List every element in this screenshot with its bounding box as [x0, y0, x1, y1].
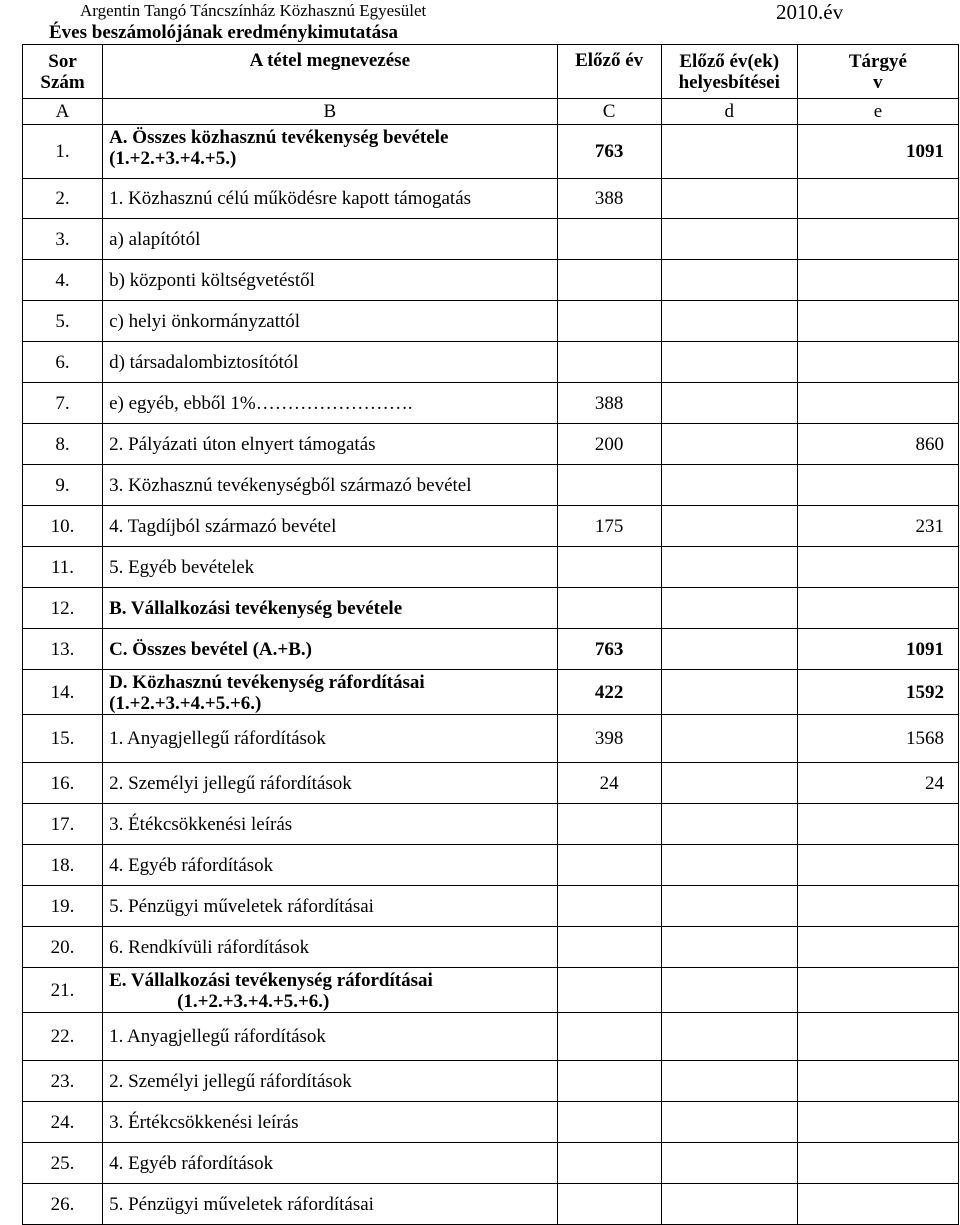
- row-prev-year: [557, 845, 661, 886]
- row-adjustment: [661, 301, 797, 342]
- row-label: 5. Pénzügyi műveletek ráfordításai: [103, 1184, 557, 1225]
- row-adjustment: [661, 342, 797, 383]
- row-adjustment: [661, 670, 797, 715]
- col-header-prev: Előző év: [557, 45, 661, 99]
- organization-name: Argentin Tangó Táncszínház Közhasznú Egyesület: [80, 1, 427, 20]
- row-label: [103, 968, 557, 1013]
- row-current-year: 1568: [797, 715, 958, 763]
- table-row: [23, 629, 959, 670]
- report-title: Éves beszámolójának eredménykimutatása: [49, 22, 399, 43]
- row-current-year: 1592: [797, 670, 958, 715]
- table-row: [23, 342, 959, 383]
- row-adjustment: [661, 1143, 797, 1184]
- col-header-adj-line1: Előző év(ek): [679, 50, 780, 72]
- row-label: 3. Étékcsökkenési leírás: [103, 804, 557, 845]
- header-row: [23, 45, 959, 99]
- table-body: [23, 45, 959, 1225]
- row-adjustment: [661, 968, 797, 1013]
- row-number: 10.: [23, 506, 103, 547]
- row-label: 1. Közhasznú célú működésre kapott támogatás: [103, 179, 557, 219]
- col-header-adj: [661, 45, 797, 99]
- row-current-year: [797, 1061, 958, 1102]
- row-number: 11.: [23, 547, 103, 588]
- row-adjustment: [661, 1061, 797, 1102]
- row-adjustment: [661, 260, 797, 301]
- row-current-year: [797, 1143, 958, 1184]
- table-row: [23, 968, 959, 1013]
- row-label: d) társadalombiztosítótól: [103, 342, 557, 383]
- letter-c: C: [557, 99, 661, 125]
- table-row: [23, 1061, 959, 1102]
- row-adjustment: [661, 506, 797, 547]
- row-label: e) egyéb, ebből 1%…………………….: [103, 383, 557, 424]
- table-row: [23, 1184, 959, 1225]
- row-number: 14.: [23, 670, 103, 715]
- row-adjustment: [661, 927, 797, 968]
- col-header-name: A tétel megnevezése: [103, 45, 557, 99]
- table-row: [23, 1143, 959, 1184]
- row-label: 4. Egyéb ráfordítások: [103, 1143, 557, 1184]
- row-number: 18.: [23, 845, 103, 886]
- row-current-year: 231: [797, 506, 958, 547]
- row-adjustment: [661, 804, 797, 845]
- table-row: [23, 219, 959, 260]
- col-header-sor: [23, 45, 103, 99]
- row-number: 12.: [23, 588, 103, 629]
- row-number: 22.: [23, 1013, 103, 1061]
- row-current-year: [797, 547, 958, 588]
- col-header-sor-line2: Szám: [40, 71, 85, 93]
- row-prev-year: [557, 547, 661, 588]
- row-adjustment: [661, 383, 797, 424]
- row-number: 16.: [23, 763, 103, 804]
- row-label-line1: D. Közhasznú tevékenység ráfordításai: [109, 672, 425, 693]
- table-row: [23, 804, 959, 845]
- row-number: 7.: [23, 383, 103, 424]
- table-row: [23, 260, 959, 301]
- row-prev-year: [557, 465, 661, 506]
- table-row: [23, 886, 959, 927]
- row-adjustment: [661, 1013, 797, 1061]
- row-label: [103, 670, 557, 715]
- row-prev-year: [557, 1143, 661, 1184]
- row-label: c) helyi önkormányzattól: [103, 301, 557, 342]
- row-number: 20.: [23, 927, 103, 968]
- row-label: 5. Pénzügyi műveletek ráfordításai: [103, 886, 557, 927]
- row-label: 1. Anyagjellegű ráfordítások: [103, 1013, 557, 1061]
- row-number: 25.: [23, 1143, 103, 1184]
- row-prev-year: 388: [557, 383, 661, 424]
- row-current-year: [797, 927, 958, 968]
- row-adjustment: [661, 424, 797, 465]
- table-row: [23, 1013, 959, 1061]
- table-row: [23, 465, 959, 506]
- row-prev-year: 388: [557, 179, 661, 219]
- row-current-year: 1091: [797, 125, 958, 179]
- table-row: [23, 1102, 959, 1143]
- row-current-year: 24: [797, 763, 958, 804]
- row-current-year: [797, 465, 958, 506]
- row-prev-year: [557, 342, 661, 383]
- col-header-cur-line2: v: [873, 71, 883, 93]
- col-header-adj-line2: helyesbítései: [678, 71, 780, 93]
- row-current-year: 1091: [797, 629, 958, 670]
- row-current-year: [797, 804, 958, 845]
- table-row: [23, 506, 959, 547]
- row-current-year: [797, 342, 958, 383]
- row-label: 3. Közhasznú tevékenységből származó bevétel: [103, 465, 557, 506]
- row-adjustment: [661, 715, 797, 763]
- row-label: 4. Tagdíjból származó bevétel: [103, 506, 557, 547]
- letter-e: e: [797, 99, 958, 125]
- row-adjustment: [661, 588, 797, 629]
- row-number: 17.: [23, 804, 103, 845]
- row-adjustment: [661, 465, 797, 506]
- table-row: [23, 424, 959, 465]
- table-row: [23, 547, 959, 588]
- income-statement-table: [22, 44, 959, 1225]
- row-prev-year: [557, 1061, 661, 1102]
- row-current-year: [797, 260, 958, 301]
- row-number: 2.: [23, 179, 103, 219]
- row-adjustment: [661, 845, 797, 886]
- table-row: [23, 125, 959, 179]
- row-prev-year: 763: [557, 629, 661, 670]
- row-label: 2. Pályázati úton elnyert támogatás: [103, 424, 557, 465]
- row-label: 3. Értékcsökkenési leírás: [103, 1102, 557, 1143]
- row-number: 21.: [23, 968, 103, 1013]
- row-adjustment: [661, 1184, 797, 1225]
- row-number: 9.: [23, 465, 103, 506]
- row-label: 4. Egyéb ráfordítások: [103, 845, 557, 886]
- col-header-sor-line1: Sor: [48, 50, 77, 72]
- table-row: [23, 179, 959, 219]
- col-header-cur: [797, 45, 958, 99]
- table-row: [23, 715, 959, 763]
- row-prev-year: [557, 927, 661, 968]
- row-current-year: [797, 301, 958, 342]
- row-label: [103, 125, 557, 179]
- row-prev-year: 398: [557, 715, 661, 763]
- row-prev-year: [557, 968, 661, 1013]
- table-row: [23, 845, 959, 886]
- row-label: 2. Személyi jellegű ráfordítások: [103, 1061, 557, 1102]
- row-adjustment: [661, 125, 797, 179]
- row-prev-year: [557, 1102, 661, 1143]
- row-number: 6.: [23, 342, 103, 383]
- row-label-line1: E. Vállalkozási tevékenység ráfordításai: [109, 970, 433, 991]
- row-current-year: [797, 219, 958, 260]
- row-number: 26.: [23, 1184, 103, 1225]
- row-current-year: [797, 1102, 958, 1143]
- row-prev-year: [557, 1184, 661, 1225]
- row-prev-year: 763: [557, 125, 661, 179]
- table-row: [23, 588, 959, 629]
- row-label: 2. Személyi jellegű ráfordítások: [103, 763, 557, 804]
- report-year: 2010.év: [776, 0, 844, 24]
- row-prev-year: 175: [557, 506, 661, 547]
- table-row: [23, 383, 959, 424]
- row-label: C. Összes bevétel (A.+B.): [103, 629, 557, 670]
- row-current-year: [797, 179, 958, 219]
- row-number: 13.: [23, 629, 103, 670]
- row-current-year: [797, 886, 958, 927]
- row-adjustment: [661, 179, 797, 219]
- row-current-year: 860: [797, 424, 958, 465]
- row-label-line2: (1.+2.+3.+4.+5.): [109, 148, 237, 169]
- row-adjustment: [661, 763, 797, 804]
- row-adjustment: [661, 219, 797, 260]
- row-current-year: [797, 588, 958, 629]
- row-prev-year: [557, 804, 661, 845]
- row-number: 24.: [23, 1102, 103, 1143]
- row-label: a) alapítótól: [103, 219, 557, 260]
- col-header-cur-line1: Tárgyé: [848, 50, 907, 72]
- row-prev-year: [557, 260, 661, 301]
- row-number: 19.: [23, 886, 103, 927]
- table-row: [23, 927, 959, 968]
- row-label-line2: (1.+2.+3.+4.+5.+6.): [177, 991, 330, 1012]
- row-prev-year: [557, 1013, 661, 1061]
- row-prev-year: [557, 219, 661, 260]
- row-number: 3.: [23, 219, 103, 260]
- row-adjustment: [661, 629, 797, 670]
- letter-a: A: [23, 99, 103, 125]
- table-row: [23, 301, 959, 342]
- row-prev-year: 200: [557, 424, 661, 465]
- row-label: B. Vállalkozási tevékenység bevétele: [103, 588, 557, 629]
- row-label: 1. Anyagjellegű ráfordítások: [103, 715, 557, 763]
- row-number: 15.: [23, 715, 103, 763]
- row-label-line2: (1.+2.+3.+4.+5.+6.): [109, 693, 262, 714]
- row-number: 5.: [23, 301, 103, 342]
- row-label-line1: A. Összes közhasznú tevékenység bevétele: [109, 127, 449, 148]
- row-current-year: [797, 1184, 958, 1225]
- row-adjustment: [661, 886, 797, 927]
- table-row: [23, 763, 959, 804]
- row-label: 6. Rendkívüli ráfordítások: [103, 927, 557, 968]
- row-adjustment: [661, 547, 797, 588]
- row-current-year: [797, 383, 958, 424]
- row-number: 1.: [23, 125, 103, 179]
- row-adjustment: [661, 1102, 797, 1143]
- row-prev-year: [557, 886, 661, 927]
- row-current-year: [797, 968, 958, 1013]
- row-current-year: [797, 1013, 958, 1061]
- row-number: 23.: [23, 1061, 103, 1102]
- row-prev-year: 24: [557, 763, 661, 804]
- row-number: 8.: [23, 424, 103, 465]
- row-prev-year: 422: [557, 670, 661, 715]
- row-label: b) központi költségvetéstől: [103, 260, 557, 301]
- row-current-year: [797, 845, 958, 886]
- letter-d: d: [661, 99, 797, 125]
- row-number: 4.: [23, 260, 103, 301]
- row-prev-year: [557, 588, 661, 629]
- table-row: [23, 670, 959, 715]
- row-prev-year: [557, 301, 661, 342]
- row-label: 5. Egyéb bevételek: [103, 547, 557, 588]
- letter-b: B: [103, 99, 557, 125]
- letters-row: [23, 99, 959, 125]
